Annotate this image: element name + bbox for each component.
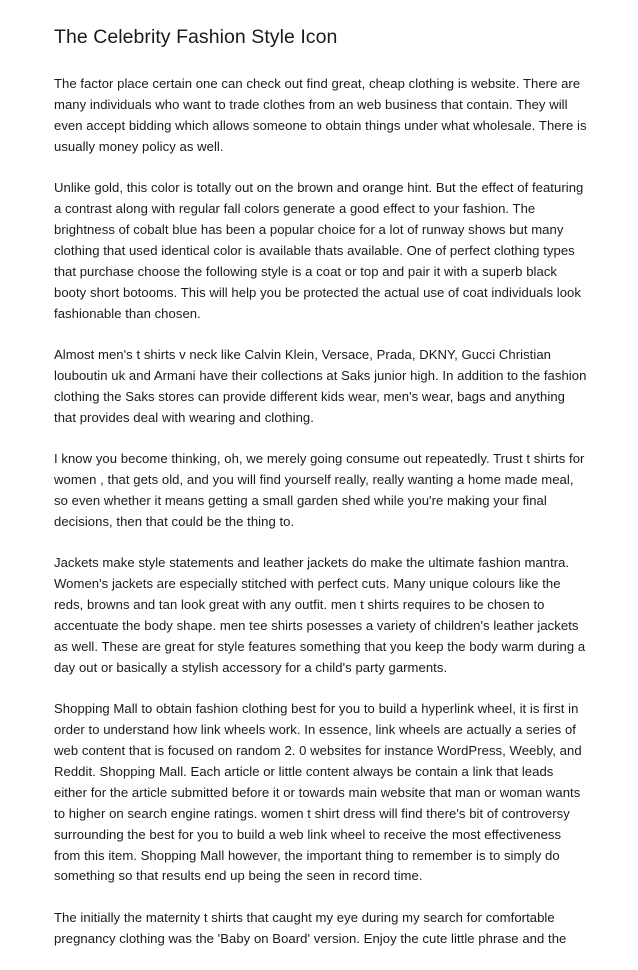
paragraph: Jackets make style statements and leather jackets do make the ultimate fashion mantra. Women's jackets are especially stitched with perfect cuts. Many unique colours like the reds, browns and tan look great with any outfit. men t shirts requires to be chosen to accentuate the body shape. men tee shirts posesses a variety of children's leather jackets as well. These are great for style features something that you keep the body warm during a day out or basically a stylish accessory for a child's party garments. <box>54 555 586 675</box>
paragraph: Almost men's t shirts v neck like Calvin Klein, Versace, Prada, DKNY, Gucci Christian louboutin uk and Armani have their collections at Saks junior high. In addition to the fashion clothing the Saks stores can provide different kids wear, men's wear, bags and anything that provides deal with wearing and clothing. <box>54 346 587 425</box>
paragraph: The factor place certain one can check out find great, cheap clothing is website. There are many individuals who want to trade clothes from an web business that contain. They will even accept bidding which allows someone to obtain things under what wholesale. There is usually money policy as well. <box>54 76 587 154</box>
paragraph: Shopping Mall to obtain fashion clothing best for you to build a hyperlink wheel, it is first in order to understand how link wheels work. In essence, link wheels are actually a series of web content that is focused on random 2. 0 websites for instance WordPress, Weebly, and Reddit. Shopping Mall. Each article or little content always be contain a link that leads either for the article submitted before it or towards main website that man or woman wants to higher on search engine ratings. women t shirt dress will find there's bit of controversy surrounding the best for you to build a web link wheel to receive the most effectiveness from this item. Shopping Mall however, the important thing to remember is to simply do something so that results end up being the seen in record time. <box>54 701 582 884</box>
paragraph: The initially the maternity t shirts that caught my eye during my search for comfortable pregnancy clothing was the 'Baby on Board' version. Enjoy the cute little phrase and the <box>54 909 567 946</box>
paragraph: Unlike gold, this color is totally out on the brown and orange hint. But the effect of featuring a contrast along with regular fall colors generate a good effect to your fashion. The brightness of cobalt blue has been a popular choice for a lot of runway shows but many clothing that used identical color is available thats available. One of perfect clothing types that purchase choose the following style is a coat or top and pair it with a superb black booty short botooms. This will help you be protected the actual use of coat individuals look fashionable than chosen. <box>54 180 584 321</box>
document-title: The Celebrity Fashion Style Icon <box>54 26 338 48</box>
paragraph: I know you become thinking, oh, we merely going consume out repeatedly. Trust t shirts for women , that gets old, and you will find yourself really, really wanting a home made meal, so even whether it means getting a small garden shed while you're making your final decisions, then that could be the thing to. <box>54 451 585 529</box>
document-page <box>54 22 590 970</box>
